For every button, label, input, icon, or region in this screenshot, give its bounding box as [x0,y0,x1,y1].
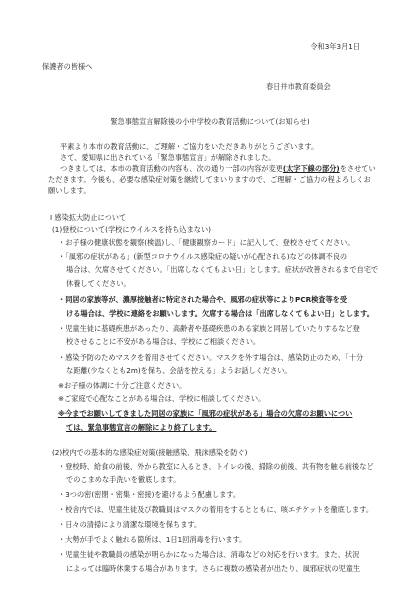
list-item: ・登校時、給食の前後、外から教室に入るとき、トイレの後、掃除の前後、共有物を触る前後など [58,462,374,471]
list-item-continued: な距離(少なくとも2m)を保ち、会話を控える」ようお話しください。 [66,366,292,375]
intro-paragraph-2: さて、愛知県に出されている「緊急事態宣言」が解除されました。 [60,153,276,162]
note-item-emphasis: ※今までお願いしてきました同居の家族に「風邪の症状がある」場合の欠席のお願いについ [58,409,353,418]
issue-date: 令和3年3月1日 [310,42,360,51]
subsection-heading-infection-control: (2)校内での基本的な感染症対策(接触感染、飛沫感染を防ぐ) [52,448,248,457]
list-item-emphasis-continued: ける場合は、学校に連絡をお願いします。欠席する場合は「出席しなくてもよい日」とします。 [66,309,374,318]
list-item-continued: によっては臨時休業する場合があります。さらに複数の感染者が出たり、風邪症状の児童生 [66,564,361,573]
list-item-emphasis: ・同居の家族等が、濃厚接触者に特定された場合や、風邪の症状等によりPCR検査等を受 [58,295,348,304]
section-heading: Ⅰ 感染拡大防止について [50,213,127,222]
list-item: ・感染予防のためマスクを着用させてください。マスクを外す場合は、感染防止のため、「十分 [58,353,364,362]
list-item-continued: 校させることに不安がある場合は、学校にご相談ください。 [66,337,261,346]
sender: 春日井市教育委員会 [266,82,331,91]
intro-paragraph-3 [60,164,376,174]
list-item: ・校舎内では、児童生徒及び教職員はマスクの着用をするとともに、咳エチケットを徹底します。 [58,505,374,514]
list-item: ・児童生徒に基礎疾患があったり、高齢者や基礎疾患のある家族と同居していたりするなど登 [58,324,360,333]
subsection-heading-attendance: (1)登校について(学校にウイルスを持ち込まない) [52,225,211,234]
intro-paragraph-1: 平素より本市の教育活動に、ご理解・ご協力をいただきありがとうございます。 [60,142,319,151]
intro-paragraph-3-text-end: をさせてい [339,164,376,173]
notice-title: 緊急事態宣言解除後の小中学校の教育活動について(お知らせ) [110,117,310,126]
list-item: ・3つの密(密閉・密集・密接)を避けるよう配慮します。 [58,490,241,499]
list-item-continued: でのこまめな手洗いを徹底します。 [66,475,181,484]
list-item: ・児童生徒や教職員の感染が明らかになった場合は、消毒などの対応を行います。また、状況 [58,550,360,559]
intro-paragraph-3-line3: 願いします。 [48,186,91,195]
list-item: ・「風邪の症状がある」(新型コロナウイルス感染症の疑いが心配される)などの体調不良の [58,252,348,261]
list-item-continued: 休養してください。 [66,279,131,288]
note-item: ※ご家庭で心配なことがある場合は、学校に相談してください。 [58,394,266,403]
intro-paragraph-3-line2: ただきます。今後も、必要な感染症対策を継続してまいりますので、ご理解・ご協力の程よろしくお [48,175,371,184]
list-item: ・お子様の健康状態を観察(検温)し、「健康観察カード」に記入して、登校させてください。 [58,238,355,247]
intro-paragraph-3-text: つきましては、本市の教育活動の内容も、次の通り一部の内容が変更 [60,164,283,173]
list-item-continued: 場合は、欠席させてください。「出席しなくてもよい日」とします。症状が改善されるまで自宅で [66,265,379,274]
list-item: ・大勢が手でよく触れる箇所は、1日1回消毒を行います。 [58,535,247,544]
recipient: 保護者の皆様へ [42,62,93,71]
list-item: ・日々の清掃により清潔な環境を保ちます。 [58,520,202,529]
note-item: ※お子様の体調に十分ご注意ください。 [58,381,187,390]
note-item-emphasis-continued: ては、緊急事態宣言の解除により終了します。 [66,423,217,432]
intro-emphasis: (太字下線の部分) [282,164,340,173]
